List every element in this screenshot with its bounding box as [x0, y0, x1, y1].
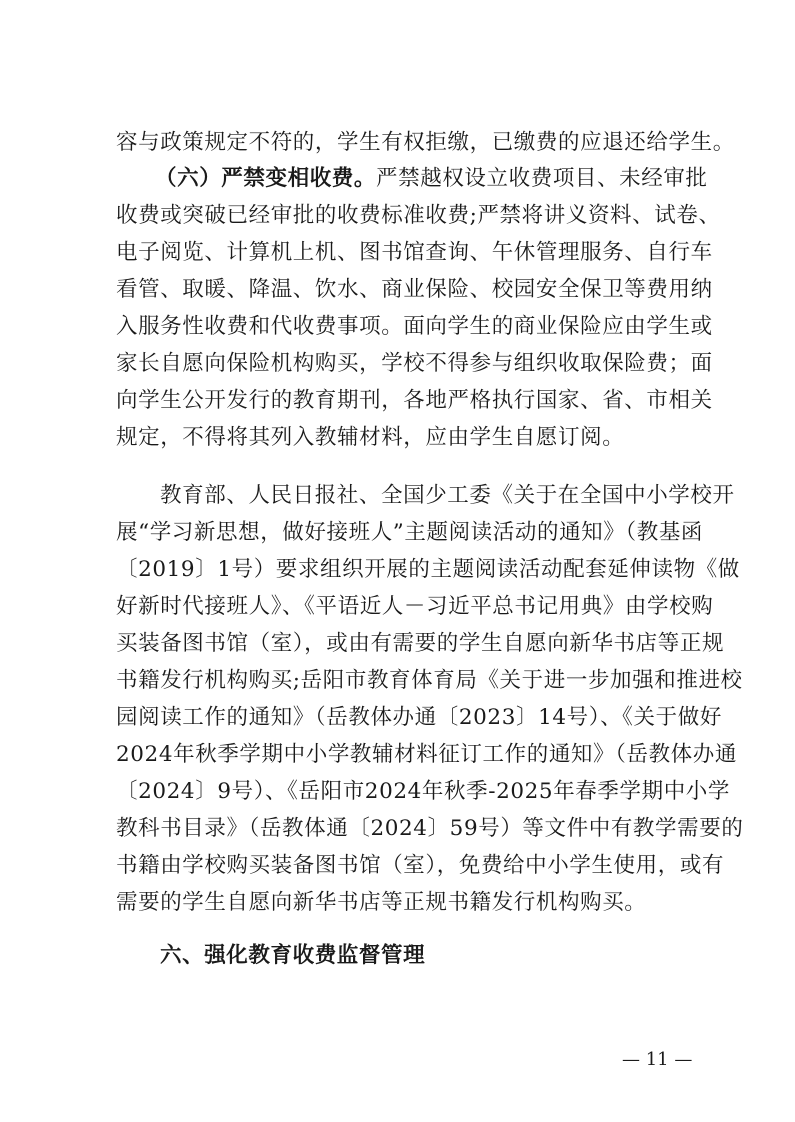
paragraph-line: 家长自愿向保险机构购买，学校不得参与组织收取保险费；面 — [116, 351, 713, 376]
paragraph-line: 园阅读工作的通知》（岳教体办通〔2023〕14号）、《关于做好 — [116, 705, 722, 730]
paragraph-line: 2024年秋季学期中小学教辅材料征订工作的通知》（岳教体办通 — [116, 742, 737, 767]
section-six-text: 严禁越权设立收费项目、未经审批 — [376, 166, 708, 191]
paragraph-line: 书籍由学校购买装备图书馆（室），免费给中小学生使用，或有 — [116, 853, 725, 878]
paragraph-line: 〔2019〕1号）要求组织开展的主题阅读活动配套延伸读物《做 — [116, 557, 740, 582]
paragraph-line: 需要的学生自愿向新华书店等正规书籍发行机构购买。 — [116, 890, 647, 915]
section-heading: 六、强化教育收费监督管理 — [160, 943, 426, 968]
paragraph-line: 规定，不得将其列入教辅材料，应由学生自愿订阅。 — [116, 425, 625, 450]
paragraph-line: 好新时代接班人》、《平语近人－习近平总书记用典》由学校购 — [116, 594, 714, 619]
page-number: — 11 — — [622, 1049, 693, 1070]
paragraph-line: 教育部、人民日报社、全国少工委《关于在全国中小学校开 — [160, 483, 735, 508]
paragraph-line: 入服务性收费和代收费事项。面向学生的商业保险应由学生或 — [116, 314, 713, 339]
paragraph-line: 教科书目录》（岳教体通〔2024〕59号）等文件中有教学需要的 — [116, 816, 744, 841]
paragraph-line: 看管、取暖、降温、饮水、商业保险、校园安全保卫等费用纳 — [116, 277, 713, 302]
paragraph-line: 容与政策规定不符的，学生有权拒缴，已缴费的应退还给学生。 — [116, 130, 735, 155]
paragraph-line: 书籍发行机构购买;岳阳市教育体育局《关于进一步加强和推进校 — [116, 668, 743, 693]
section-six-title: （六）严禁变相收费。 — [155, 166, 377, 191]
paragraph-line: 〔2024〕9号）、《岳阳市2024年秋季-2025年春季学期中小学 — [116, 779, 730, 804]
paragraph-line: 展“学习新思想，做好接班人”主题阅读活动的通知》（教基函 — [116, 520, 704, 545]
paragraph-line: 电子阅览、计算机上机、图书馆查询、午休管理服务、自行车 — [116, 240, 713, 265]
paragraph-line: 买装备图书馆（室），或由有需要的学生自愿向新华书店等正规 — [116, 631, 725, 656]
section-six-line — [155, 164, 708, 194]
paragraph-line: 向学生公开发行的教育期刊，各地严格执行国家、省、市相关 — [116, 388, 713, 413]
paragraph-line: 收费或突破已经审批的收费标准收费;严禁将讲义资料、试卷、 — [116, 203, 721, 228]
